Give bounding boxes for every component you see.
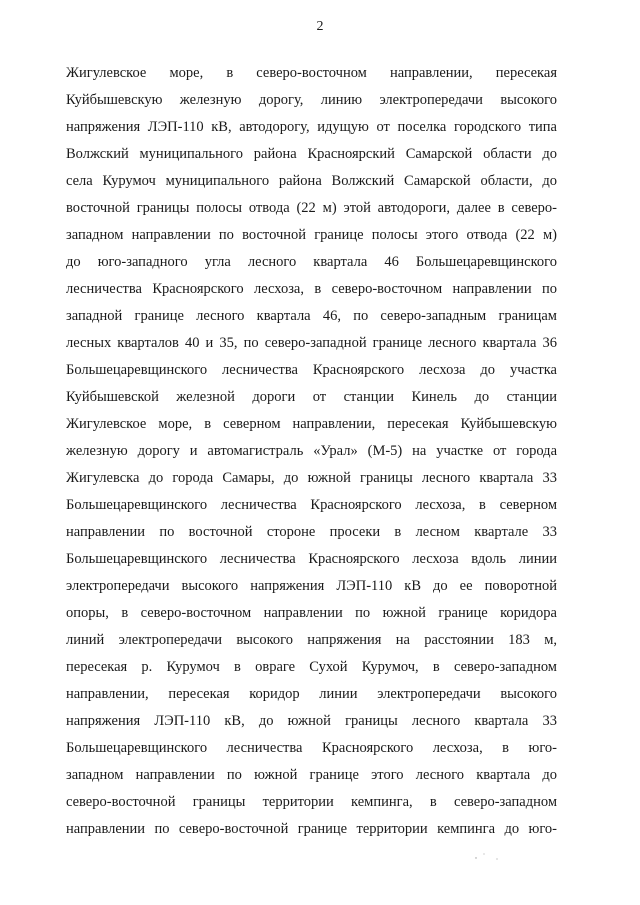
text-line: электропередачи высокого напряжения ЛЭП-110 кВ до ее поворотной bbox=[66, 578, 557, 594]
text-line: напряжения ЛЭП-110 кВ, до южной границы лесного квартала 33 bbox=[66, 713, 557, 729]
text-line: Большецаревщинского лесничества Красноярского лесхоза до участка bbox=[66, 362, 557, 378]
text-line: напряжения ЛЭП-110 кВ, автодорогу, идущую от поселка городского типа bbox=[66, 119, 557, 135]
text-line: лесных кварталов 40 и 35, по северо-западной границе лесного квартала 36 bbox=[66, 335, 557, 351]
page-number: 2 bbox=[316, 19, 324, 34]
text-line: Большецаревщинского лесничества Красноярского лесхоза, в северном bbox=[66, 497, 557, 513]
text-line: Волжский муниципального района Красноярский Самарской области до bbox=[66, 146, 557, 162]
text-line: восточной границы полосы отвода (22 м) этой автодороги, далее в северо- bbox=[66, 200, 557, 216]
text-line: Большецаревщинского лесничества Красноярского лесхоза вдоль линии bbox=[66, 551, 557, 567]
text-line: села Курумоч муниципального района Волжский Самарской области, до bbox=[66, 173, 557, 189]
text-line: северо-восточной границы территории кемпинга, в северо-западном bbox=[66, 794, 557, 810]
text-line: линий электропередачи высокого напряжения на расстоянии 183 м, bbox=[66, 632, 557, 648]
text-line: пересекая р. Курумоч в овраге Сухой Курумоч, в северо-западном bbox=[66, 659, 557, 675]
text-line: лесничества Красноярского лесхоза, в северо-восточном направлении по bbox=[66, 281, 557, 297]
text-line: Большецаревщинского лесничества Красноярского лесхоза, в юго- bbox=[66, 740, 557, 756]
text-line: Куйбышевскую железную дорогу, линию электропередачи высокого bbox=[66, 92, 557, 108]
scan-speck-marks bbox=[470, 850, 510, 862]
text-line: западной границе лесного квартала 46, по северо-западным границам bbox=[66, 308, 557, 324]
text-line: Жигулевска до города Самары, до южной границы лесного квартала 33 bbox=[66, 470, 557, 486]
text-line: до юго-западного угла лесного квартала 46 Большецаревщинского bbox=[66, 254, 557, 270]
text-line: Жигулевское море, в северо-восточном направлении, пересекая bbox=[66, 65, 557, 81]
text-line: направлении по северо-восточной границе территории кемпинга до юго- bbox=[66, 821, 557, 837]
text-line: западном направлении по восточной границе полосы этого отвода (22 м) bbox=[66, 227, 557, 243]
text-line: Куйбышевской железной дороги от станции Кинель до станции bbox=[66, 389, 557, 405]
text-line: Жигулевское море, в северном направлении, пересекая Куйбышевскую bbox=[66, 416, 557, 432]
body-text bbox=[66, 60, 557, 843]
text-line: западном направлении по южной границе этого лесного квартала до bbox=[66, 767, 557, 783]
text-line: направлении, пересекая коридор линии электропередачи высокого bbox=[66, 686, 557, 702]
text-line: железную дорогу и автомагистраль «Урал» (М-5) на участке от города bbox=[66, 443, 557, 459]
text-line: направлении по восточной стороне просеки в лесном квартале 33 bbox=[66, 524, 557, 540]
text-line: опоры, в северо-восточном направлении по южной границе коридора bbox=[66, 605, 557, 621]
